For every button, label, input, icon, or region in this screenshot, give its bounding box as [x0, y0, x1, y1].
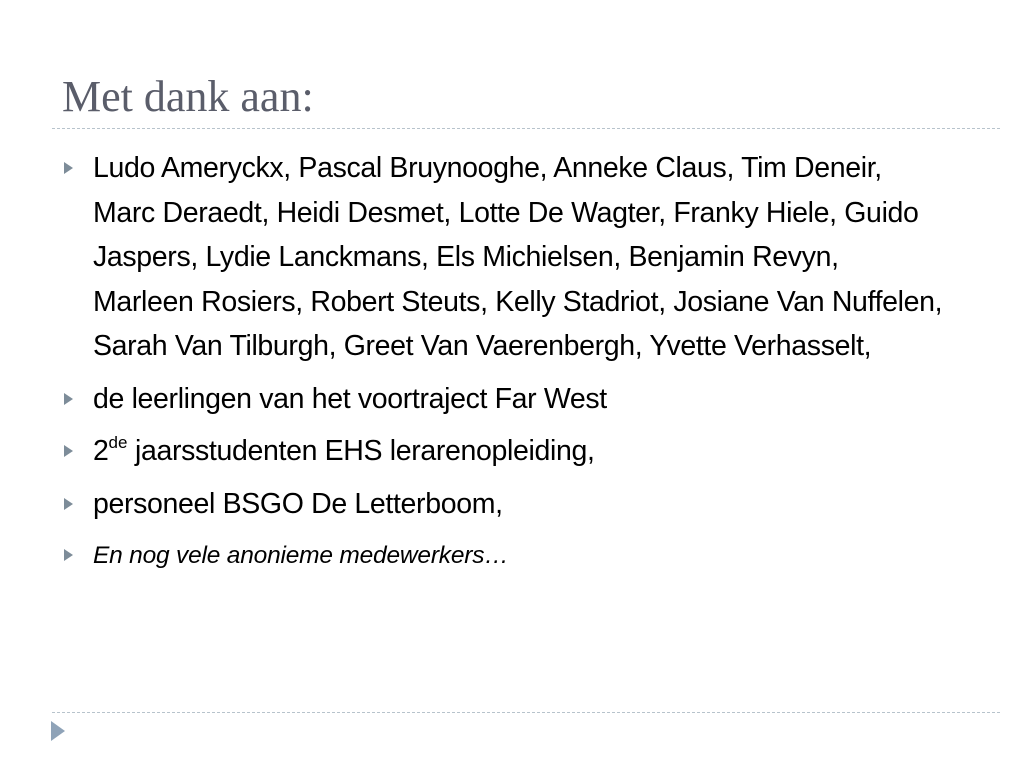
bullet-superscript: de: [108, 433, 128, 452]
bullet-text: personeel BSGO De Letterboom,: [93, 487, 503, 520]
bullet-text: de leerlingen van het voortraject Far West: [93, 382, 607, 415]
bullet-item-names: [64, 146, 944, 369]
bullet-item-students: [64, 377, 944, 422]
play-arrow-icon[interactable]: [51, 721, 65, 746]
bullet-prefix: 2: [93, 435, 109, 467]
bullet-item-teacher-training: [64, 429, 944, 474]
bullet-item-anonymous: [64, 534, 944, 579]
slide-title: Met dank aan:: [62, 72, 314, 121]
bullet-marker-icon: [64, 482, 74, 526]
footer-divider: [52, 712, 1000, 713]
bullet-marker-icon: [64, 146, 74, 190]
bullet-list: [64, 146, 944, 579]
bullet-text: Ludo Ameryckx, Pascal Bruynooghe, Anneke Claus, Tim Deneir, Marc Deraedt, Heidi Desmet, Lotte De Wagter, Franky Hiele, Guido Jaspers, Lydie Lanckmans, Els Michielsen, Benjamin Revyn, Marleen Rosiers, Robert Steuts, Kelly Stadriot, Josiane Van Nuffelen, Sarah Van Tilburgh, Greet Van Vaerenbergh, Yvette Verhasselt,: [93, 152, 943, 362]
bullet-text: En nog vele anonieme medewerkers…: [93, 542, 509, 569]
bullet-marker-icon: [64, 429, 74, 473]
bullet-item-staff: [64, 482, 944, 527]
bullet-text: jaarsstudenten EHS lerarenopleiding,: [127, 435, 595, 467]
title-divider: [52, 128, 1000, 129]
bullet-marker-icon: [64, 534, 74, 578]
bullet-marker-icon: [64, 377, 74, 421]
